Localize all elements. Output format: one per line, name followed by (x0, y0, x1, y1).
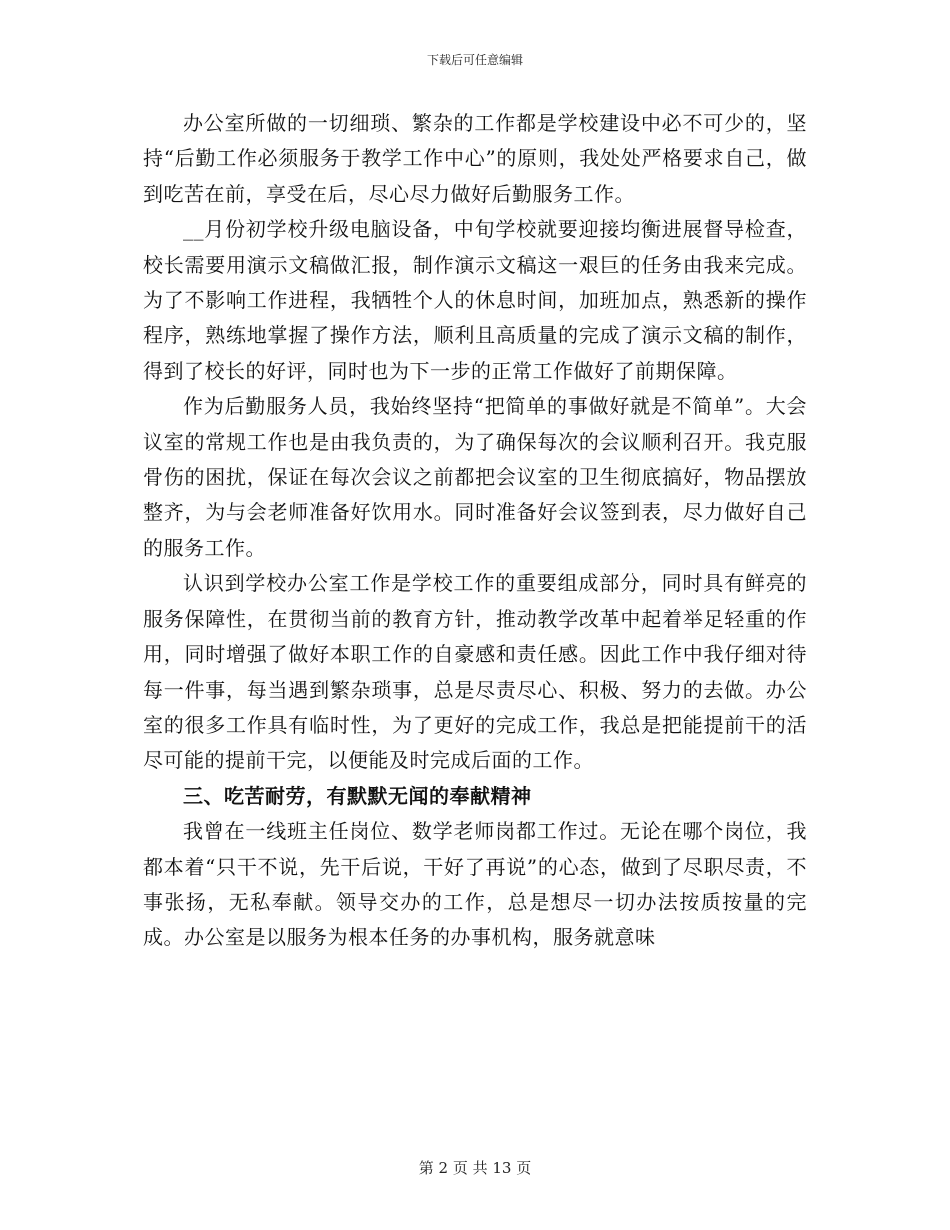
body-paragraph: 办公室所做的一切细琐、繁杂的工作都是学校建设中必不可少的，坚持“后勤工作必须服务于教学工作中心”的原则，我处处严格要求自己，做到吃苦在前，享受在后，尽心尽力做好后勤服务工作。 (143, 111, 807, 206)
document-body (143, 106, 807, 956)
body-paragraph: 作为后勤服务人员，我始终坚持“把简单的事做好就是不简单”。大会议室的常规工作也是由我负责的，为了确保每次的会议顺利召开。我克服骨伤的困扰，保证在每次会议之前都把会议室的卫生彻底搞好，物品摆放整齐，为与会老师准备好饮用水。同时准备好会议签到表，尽力做好自己的服务工作。 (143, 394, 807, 560)
section-heading: 三、吃苦耐劳，有默默无闻的奉献精神 (183, 783, 532, 808)
page-number-footer: 第 2 页 共 13 页 (418, 1159, 532, 1177)
body-paragraph: 我曾在一线班主任岗位、数学老师岗都工作过。无论在哪个岗位，我都本着“只干不说，先干后说，干好了再说”的心态，做到了尽职尽责，不事张扬，无私奉献。领导交办的工作，总是想尽一切办法按质按量的完成。办公室是以服务为根本任务的办事机构，服务就意味 (143, 819, 807, 950)
body-paragraph: 认识到学校办公室工作是学校工作的重要组成部分，同时具有鲜亮的服务保障性，在贯彻当前的教育方针，推动教学改革中起着举足轻重的作用，同时增强了做好本职工作的自豪感和责任感。因此工作中我仔细对待每一件事，每当遇到繁杂琐事，总是尽责尽心、积极、努力的去做。办公室的很多工作具有临时性，为了更好的完成工作，我总是把能提前干的活尽可能的提前干完，以便能及时完成后面的工作。 (143, 571, 807, 773)
page-header: 下载后可任意编辑 (426, 53, 523, 67)
body-paragraph: __月份初学校升级电脑设备，中旬学校就要迎接均衡进展督导检查，校长需要用演示文稿做汇报，制作演示文稿这一艰巨的任务由我来完成。为了不影响工作进程，我牺牲个人的休息时间，加班加点，熟悉新的操作程序，熟练地掌握了操作方法，顺利且高质量的完成了演示文稿的制作，得到了校长的好评，同时也为下一步的正常工作做好了前期保障。 (143, 217, 807, 383)
